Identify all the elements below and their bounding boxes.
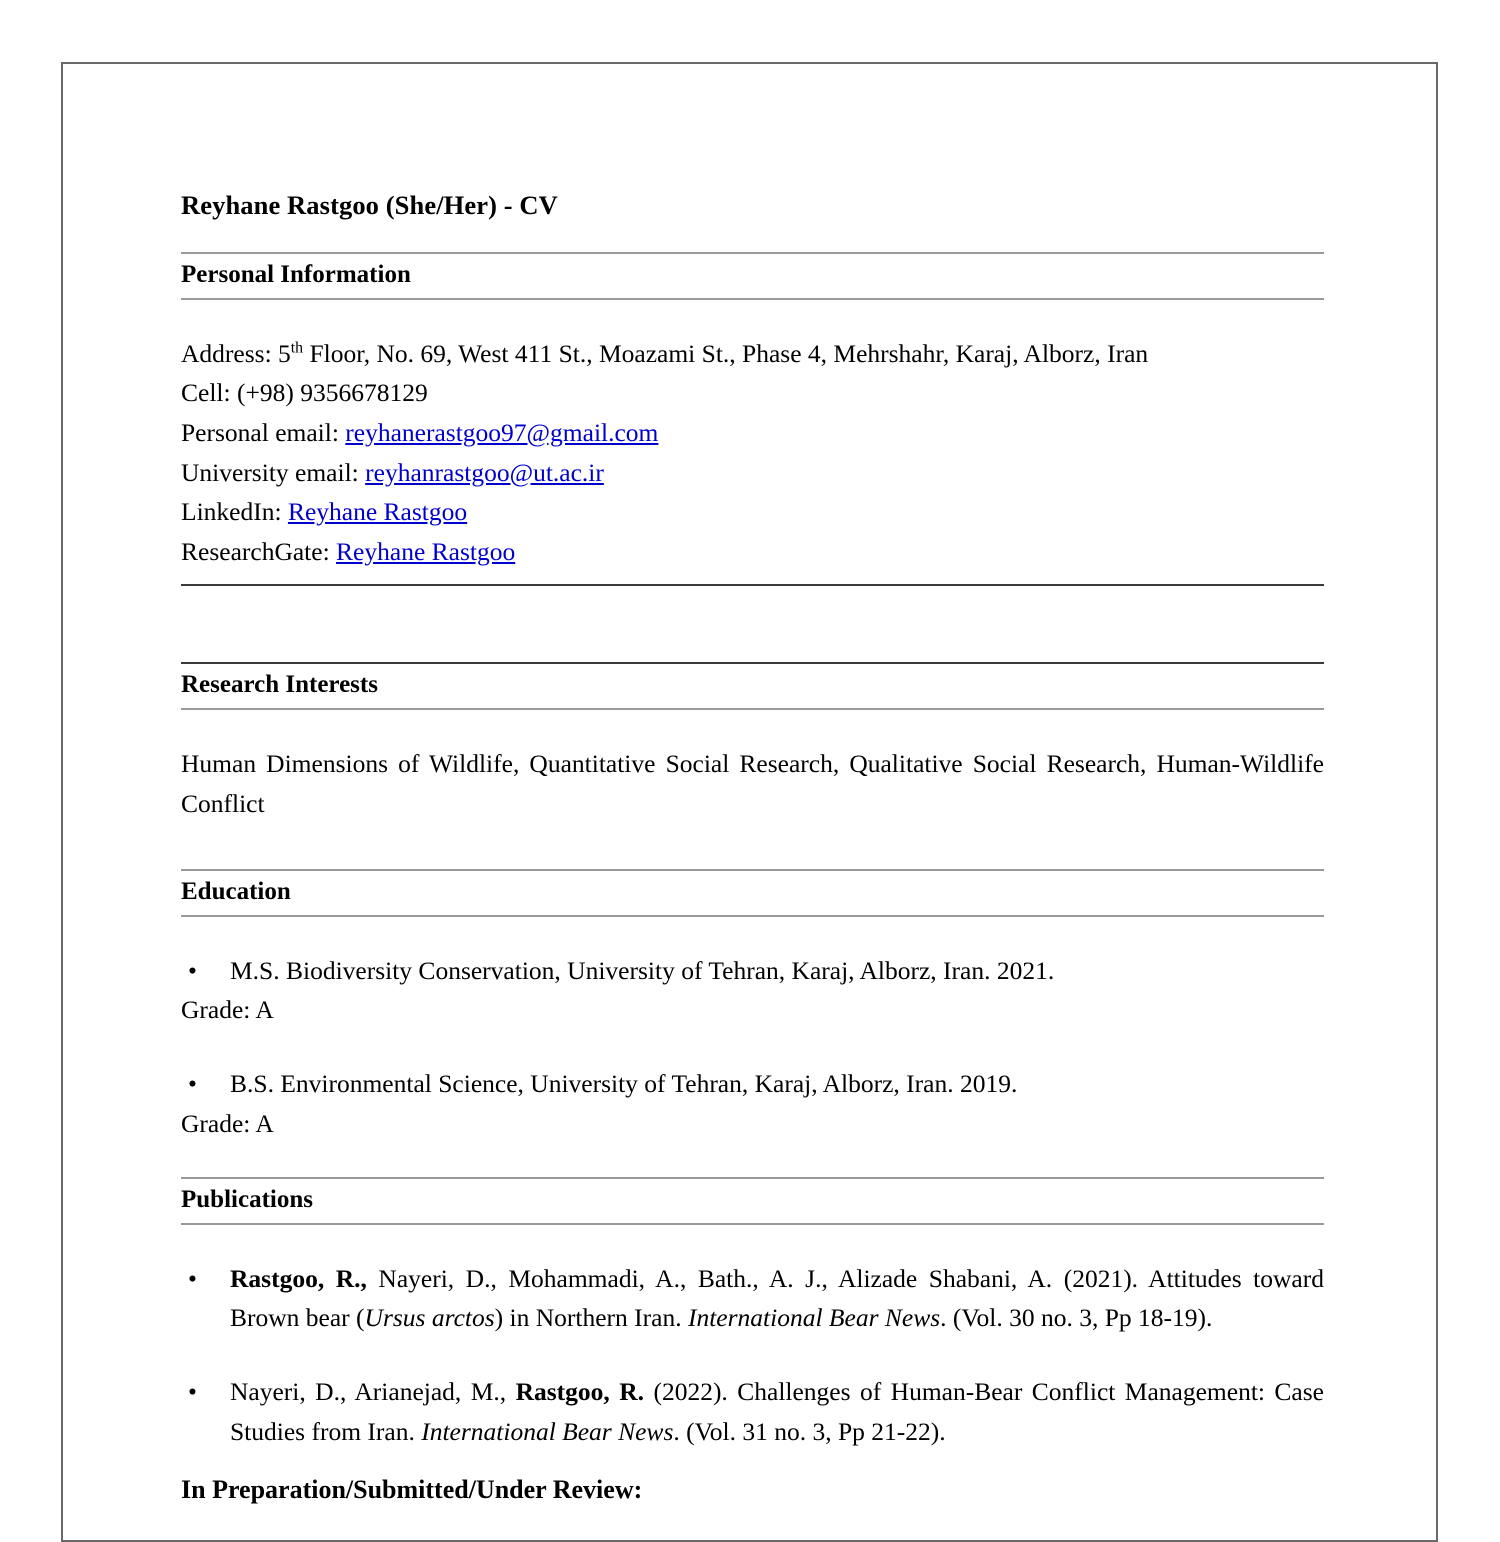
spacer: [181, 300, 1324, 334]
publication-citation: [230, 1259, 1324, 1338]
publication-journal-name: International Bear News: [421, 1416, 674, 1446]
address-rest: Floor, No. 69, West 411 St., Moazami St., Phase 4, Mehrshahr, Karaj, Alborz, Iran: [303, 338, 1149, 368]
publication-citation: [230, 1372, 1324, 1451]
publication-species-name: Ursus arctos: [364, 1303, 495, 1333]
research-interests-body: Human Dimensions of Wildlife, Quantitative Social Research, Qualitative Social Research, Human-Wildlife Conflict: [181, 748, 1324, 818]
page-sheet: [61, 62, 1438, 1542]
spacer: [181, 1338, 1324, 1372]
publication-volume-pages: . (Vol. 30 no. 3, Pp 18-19).: [940, 1303, 1213, 1333]
spacer: [181, 571, 1324, 584]
section-heading-publications: Publications: [181, 1177, 1324, 1225]
spacer: [181, 710, 1324, 744]
researchgate-line: [181, 532, 1324, 572]
publication-author-highlight: Rastgoo, R.,: [230, 1263, 367, 1293]
document-content: [181, 189, 1324, 1507]
address-line: [181, 334, 1324, 374]
spacer: [181, 1451, 1324, 1473]
spacer: [181, 586, 1324, 648]
address-label: Address: 5: [181, 338, 291, 368]
bullet-icon: •: [188, 1069, 197, 1099]
bullet-icon: •: [188, 1377, 197, 1407]
spacer: [181, 648, 1324, 662]
publication-author-highlight: Rastgoo, R.: [515, 1377, 645, 1407]
subheading-in-preparation: In Preparation/Submitted/Under Review:: [181, 1475, 643, 1505]
personal-email-link[interactable]: reyhanerastgoo97@gmail.com: [345, 417, 659, 447]
publication-authors: Nayeri, D., Mohammadi, A., Bath., A. J., Alizade Shabani, A. (2021). Attitudes toward Brown bear (: [230, 1263, 1324, 1333]
section-heading-research-interests: Research Interests: [181, 664, 1324, 710]
section-heading-education: Education: [181, 869, 1324, 917]
education-degree: M.S. Biodiversity Conservation, University of Tehran, Karaj, Alborz, Iran. 2021.: [230, 955, 1055, 985]
spacer: [181, 1143, 1324, 1177]
education-item: [181, 1064, 1324, 1104]
personal-email-label: Personal email:: [181, 417, 346, 447]
linkedin-label: LinkedIn:: [181, 497, 288, 527]
researchgate-profile-link[interactable]: Reyhane Rastgoo: [336, 536, 516, 566]
education-item: [181, 951, 1324, 991]
address-ordinal-suffix: th: [290, 339, 304, 357]
publication-authors: (2022). Challenges of Human-Bear Conflict Management: Case Studies from Iran.: [230, 1377, 1324, 1446]
publication-item: [181, 1259, 1324, 1338]
publication-mid-text: ) in Northern Iran.: [494, 1303, 688, 1333]
cell-line: Cell: (+98) 9356678129: [181, 378, 428, 408]
linkedin-profile-link[interactable]: Reyhane Rastgoo: [287, 497, 468, 527]
university-email-line: [181, 453, 1324, 493]
education-degree: B.S. Environmental Science, University of Tehran, Karaj, Alborz, Iran. 2019.: [230, 1069, 1018, 1099]
spacer: [181, 1030, 1324, 1064]
linkedin-line: [181, 492, 1324, 532]
bullet-icon: •: [188, 955, 197, 985]
page-title: Reyhane Rastgoo (She/Her) - CV: [181, 190, 558, 220]
publication-item: [181, 1372, 1324, 1451]
section-heading-personal-information: Personal Information: [181, 252, 1324, 300]
education-grade: Grade: A: [181, 1108, 274, 1138]
spacer: [181, 1225, 1324, 1259]
publication-authors-prefix: Nayeri, D., Arianejad, M.,: [230, 1377, 516, 1407]
researchgate-label: ResearchGate:: [181, 536, 337, 566]
university-email-link[interactable]: reyhanrastgoo@ut.ac.ir: [365, 457, 604, 487]
personal-email-line: [181, 413, 1324, 453]
bullet-icon: •: [188, 1263, 197, 1293]
spacer: [181, 917, 1324, 951]
publication-volume-pages: . (Vol. 31 no. 3, Pp 21-22).: [673, 1416, 946, 1446]
university-email-label: University email:: [181, 457, 366, 487]
education-grade: Grade: A: [181, 995, 274, 1025]
spacer: [181, 823, 1324, 869]
publication-journal-name: International Bear News: [687, 1303, 941, 1333]
